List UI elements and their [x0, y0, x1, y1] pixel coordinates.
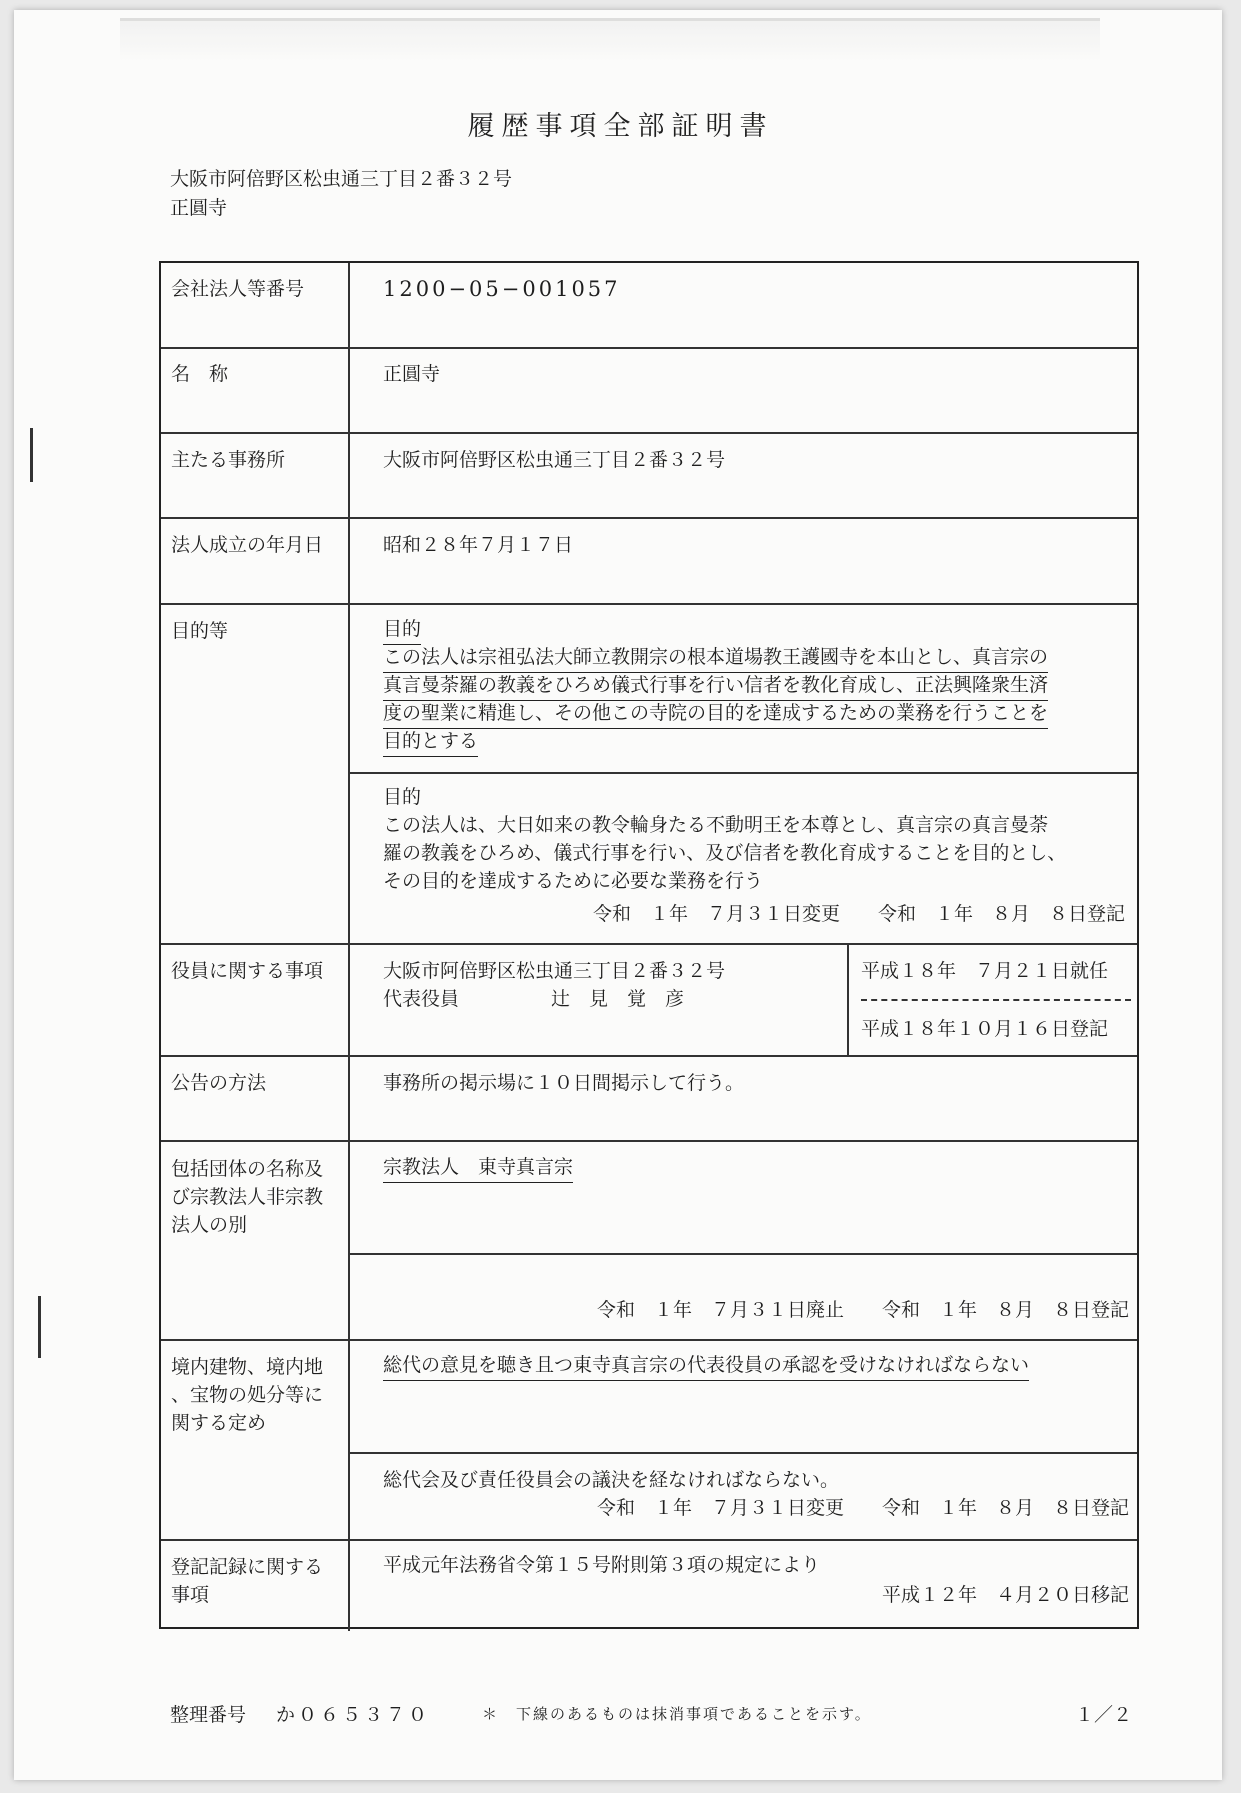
scan-artifact: [120, 18, 1100, 61]
purpose-old-line: この法人は宗祖弘法大師立教開宗の根本道場教王護國寺を本山とし、真言宗の: [383, 643, 1048, 673]
label-property: 関する定め: [171, 1412, 267, 1434]
purpose-new-line: 羅の教義をひろめ、儀式行事を行い、及び信者を教化育成することを目的とし、: [383, 842, 1067, 864]
officer-address: 大阪市阿倍野区松虫通三丁目２番３２号: [383, 960, 726, 982]
officers-date-divider: [847, 943, 849, 1055]
label-property: 、宝物の処分等に: [171, 1384, 324, 1406]
registry-table: [159, 261, 1139, 1629]
footer-notice: ＊ 下線のあるものは抹消事項であることを示す。: [482, 1705, 872, 1723]
notice-value: 事務所の掲示場に１０日間掲示して行う。: [383, 1072, 745, 1094]
footer-ref-value: か０６５３７０: [276, 1704, 431, 1726]
page-number: １／２: [1075, 1704, 1133, 1726]
purpose-old-line: 真言曼荼羅の教義をひろめ儀式行事を行い信者を教化育成し、正法興隆衆生済: [383, 671, 1048, 701]
document-title: 履歴事項全部証明書: [467, 111, 774, 142]
umbrella-note: 令和 １年 ７月３１日廃止 令和 １年 ８月 ８日登記: [596, 1299, 1129, 1321]
label-established: 法人成立の年月日: [171, 534, 324, 556]
margin-mark: [38, 1296, 41, 1358]
officer-role: 代表役員: [383, 988, 460, 1010]
records-note: 平成１２年 ４月２０日移記: [881, 1584, 1129, 1606]
property-old-value: 総代の意見を聴き且つ東寺真言宗の代表役員の承認を受けなければならない: [383, 1351, 1029, 1381]
purpose-change-note: 令和 １年 ７月３１日変更 令和 １年 ８月 ８日登記: [592, 903, 1125, 925]
corp-number-value: 1200−05−001057: [383, 277, 621, 301]
label-name: 名 称: [171, 363, 229, 385]
label-umbrella: 包括団体の名称及: [171, 1158, 324, 1180]
label-purpose: 目的等: [171, 620, 229, 642]
purpose-new-line: この法人は、大日如来の教令輪身たる不動明王を本尊とし、真言宗の真言曼荼: [383, 814, 1049, 836]
header-name: 正圓寺: [170, 197, 228, 219]
label-office: 主たる事務所: [171, 449, 286, 471]
label-officers: 役員に関する事項: [171, 960, 324, 982]
property-change-note: 令和 １年 ７月３１日変更 令和 １年 ８月 ８日登記: [596, 1497, 1129, 1519]
established-value: 昭和２８年７月１７日: [383, 534, 574, 556]
header-address: 大阪市阿倍野区松虫通三丁目２番３２号: [170, 168, 513, 190]
label-property: 境内建物、境内地: [171, 1356, 324, 1378]
label-umbrella: 法人の別: [171, 1214, 248, 1236]
label-corp-number: 会社法人等番号: [171, 278, 305, 300]
margin-mark: [30, 428, 33, 482]
label-umbrella: び宗教法人非宗教: [171, 1186, 324, 1208]
officer-person: 辻 見 覚 彦: [551, 988, 685, 1010]
office-value: 大阪市阿倍野区松虫通三丁目２番３２号: [383, 449, 726, 471]
property-new-value: 総代会及び責任役員会の議決を経なければならない。: [383, 1469, 840, 1491]
purpose-old-heading: 目的: [383, 615, 421, 645]
label-records: 事項: [171, 1584, 210, 1606]
records-value: 平成元年法務省令第１５号附則第３項の規定により: [383, 1554, 821, 1576]
label-notice: 公告の方法: [171, 1072, 267, 1094]
label-records: 登記記録に関する: [171, 1556, 324, 1578]
umbrella-value: 宗教法人 東寺真言宗: [383, 1153, 573, 1183]
officer-appointed: 平成１８年 ７月２１日就任: [861, 960, 1109, 982]
officer-registered: 平成１８年１０月１６日登記: [861, 1018, 1109, 1040]
purpose-new-line: その目的を達成するために必要な業務を行う: [383, 870, 764, 892]
name-value: 正圓寺: [383, 363, 441, 385]
purpose-new-heading: 目的: [383, 786, 422, 808]
column-divider: [348, 263, 350, 1631]
purpose-old-line: 目的とする: [383, 727, 478, 757]
purpose-old-line: 度の聖業に精進し、その他この寺院の目的を達成するための業務を行うことを: [383, 699, 1048, 729]
footer-ref-label: 整理番号: [170, 1704, 247, 1726]
